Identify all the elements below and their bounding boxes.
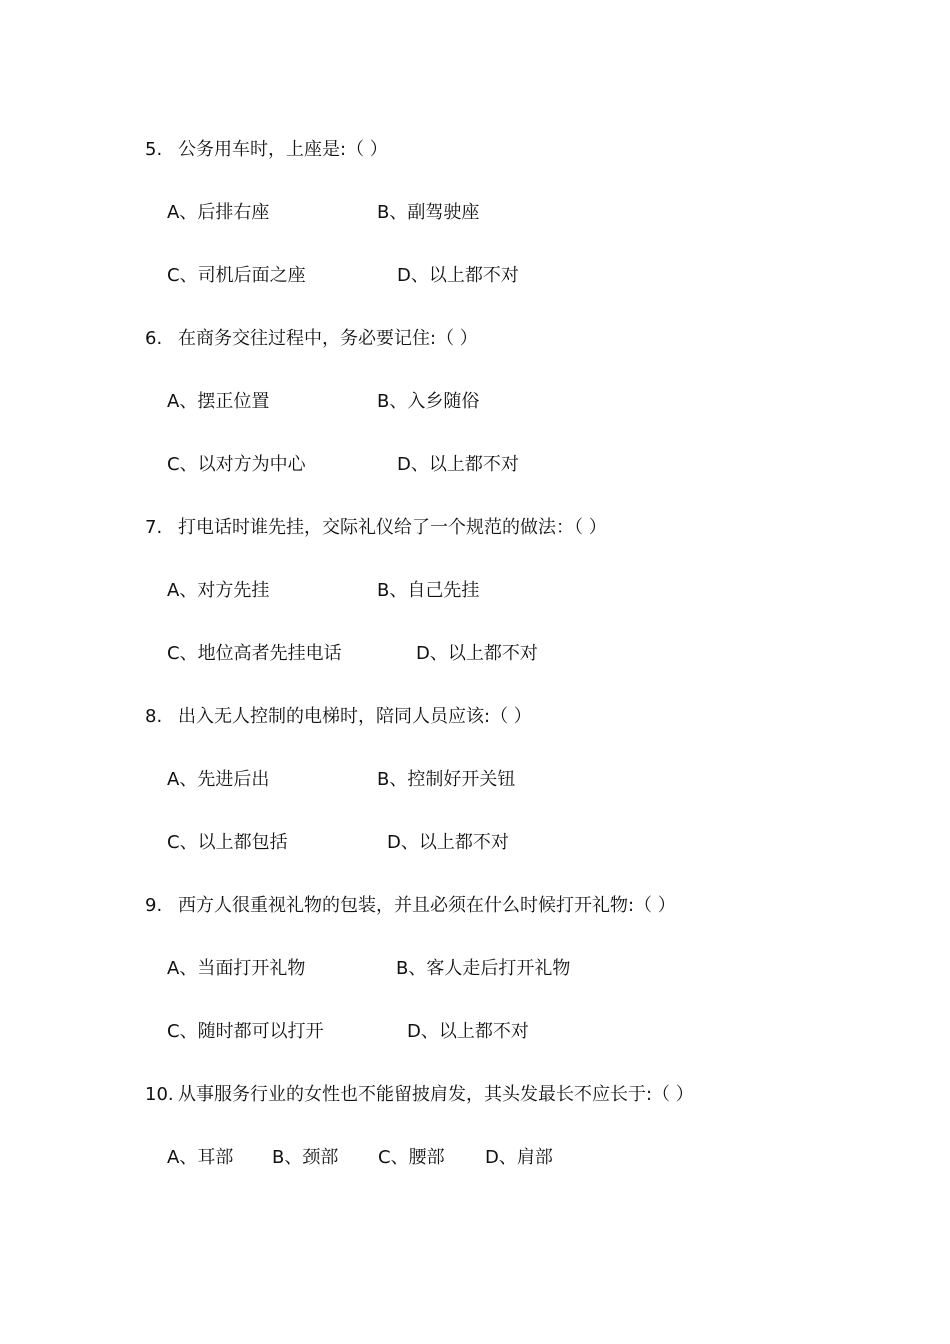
question-text: 公务用车时，上座是:（ ）: [178, 139, 388, 160]
question-text: 西方人很重视礼物的包装，并且必须在什么时候打开礼物:（ ）: [178, 895, 676, 916]
option-a: A、对方先挂: [167, 580, 270, 601]
option-d: D、以上都不对: [416, 643, 538, 664]
option-d: D、肩部: [485, 1147, 553, 1168]
option-c: C、腰部: [378, 1147, 445, 1168]
option-b: B、控制好开关钮: [377, 769, 516, 790]
option-a: A、先进后出: [167, 769, 270, 790]
question-number: 6.: [145, 328, 163, 349]
question-number: 7.: [145, 517, 163, 538]
option-a: A、耳部: [167, 1147, 234, 1168]
question-number: 10.: [145, 1084, 174, 1105]
option-c: C、以上都包括: [167, 832, 288, 853]
option-b: B、入乡随俗: [377, 391, 480, 412]
question-number: 5.: [145, 139, 163, 160]
question-text: 从事服务行业的女性也不能留披肩发，其头发最长不应长于:（ ）: [178, 1084, 694, 1105]
question-number: 9.: [145, 895, 163, 916]
option-d: D、以上都不对: [387, 832, 509, 853]
option-b: B、客人走后打开礼物: [396, 958, 571, 979]
option-d: D、以上都不对: [397, 454, 519, 475]
option-b: B、颈部: [272, 1147, 339, 1168]
option-d: D、以上都不对: [407, 1021, 529, 1042]
option-d: D、以上都不对: [397, 265, 519, 286]
option-a: A、后排右座: [167, 202, 270, 223]
question-text: 出入无人控制的电梯时，陪同人员应该:（ ）: [178, 706, 532, 727]
question-number: 8.: [145, 706, 163, 727]
option-c: C、随时都可以打开: [167, 1021, 324, 1042]
option-a: A、摆正位置: [167, 391, 270, 412]
option-c: C、地位高者先挂电话: [167, 643, 342, 664]
option-b: B、副驾驶座: [377, 202, 480, 223]
question-text: 在商务交往过程中，务必要记住:（ ）: [178, 328, 478, 349]
option-b: B、自己先挂: [377, 580, 480, 601]
option-a: A、当面打开礼物: [167, 958, 306, 979]
option-c: C、司机后面之座: [167, 265, 306, 286]
question-text: 打电话时谁先挂，交际礼仪给了一个规范的做法：（ ）: [178, 517, 607, 538]
option-c: C、以对方为中心: [167, 454, 306, 475]
